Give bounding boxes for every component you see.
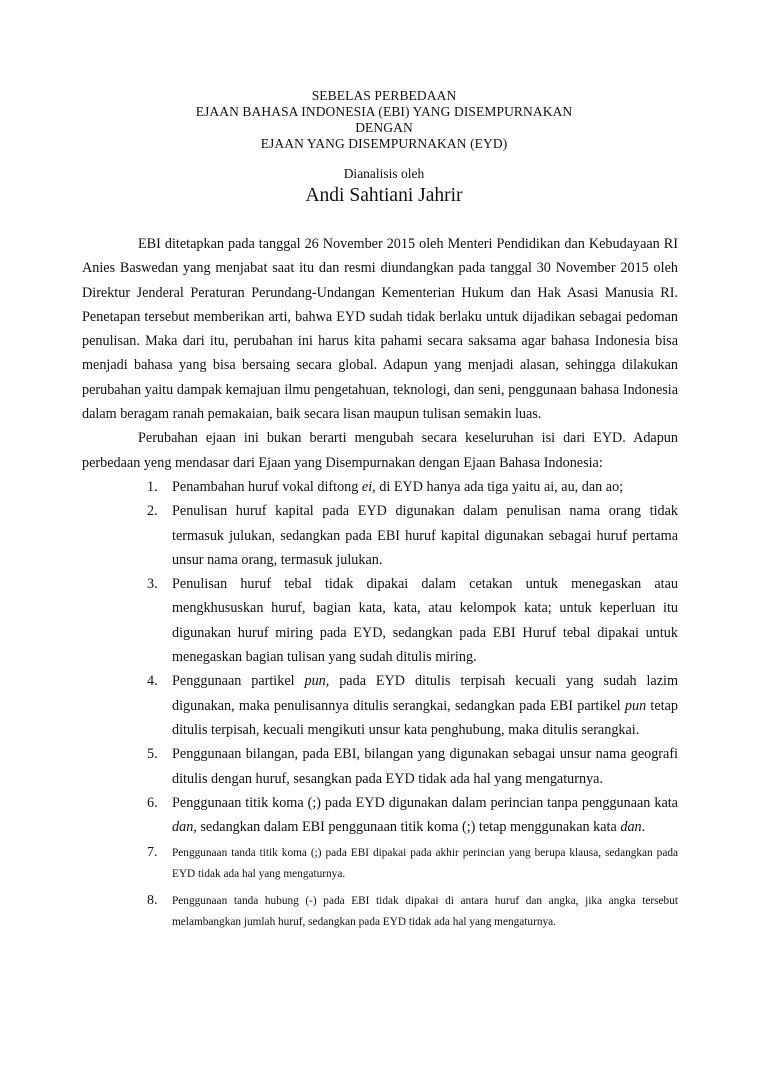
list-item [82,887,678,935]
analyzed-by-label: Dianalisis oleh [343,166,425,181]
list-text: , sedangkan dalam EBI penggunaan titik koma (;) tetap menggunakan kata [193,819,621,836]
list-emphasis: dan [172,819,194,836]
list-item [82,742,678,791]
list-item [82,791,678,840]
list-emphasis: ei, [361,478,376,495]
list-number: 7. [147,845,158,861]
list-emphasis: pun, [304,673,330,690]
list-item [82,499,678,572]
list-text: Penggunaan tanda hubung (-) pada EBI tidak dipakai di antara huruf dan angka, jika angka tersebut melambangkan jumlah huruf, sedangkan pada EYD tidak ada hal yang mengaturnya. [172,895,678,929]
list-text: . [641,819,646,836]
list-text: pada EYD ditulis terpisah kecuali yang sudah lazim digunakan, maka penulisannya ditulis serangkai, sedangkan pada EBI partikel [172,673,678,714]
title-block [0,88,768,207]
paragraph-differences: Perubahan ejaan ini bukan berarti mengubah secara keseluruhan isi dari EYD. Adapun perbedaan yeng mendasar dari Ejaan yang Disempurnakan dengan Ejaan Bahasa Indonesia: [82,430,678,471]
list-text: Penulisan huruf kapital pada EYD digunakan dalam penulisan nama orang tidak termasuk julukan, sedangkan pada EBI huruf kapital digunakan sebagai huruf pertama unsur nama orang, termasuk julukan. [172,503,678,568]
list-text: Penggunaan titik koma (;) pada EYD digunakan dalam perincian tanpa penggunaan kata [172,794,678,811]
body-text [82,232,678,935]
list-item [82,475,678,499]
list-item [82,669,678,742]
list-emphasis: dan [620,819,642,836]
title-line-3: DENGAN [355,120,413,135]
list-number: 2. [147,503,158,520]
list-text: Penambahan huruf vokal diftong [172,478,362,495]
list-text: tetap ditulis terpisah, kecuali mengikuti unsur kata penghubung, maka ditulis serangkai. [172,697,678,738]
list-item [82,839,678,887]
differences-list [82,475,678,935]
list-number: 6. [147,794,158,811]
list-text: Penggunaan partikel [172,673,305,690]
title-line-4: EJAAN YANG DISEMPURNAKAN (EYD) [260,136,508,151]
list-number: 3. [147,576,158,593]
title-line-1: SEBELAS PERBEDAAN [311,88,457,103]
list-number: 1. [147,478,158,495]
list-number: 5. [147,746,158,763]
list-item [82,572,678,669]
list-number: 8. [147,893,158,909]
list-text: Penggunaan bilangan, pada EBI, bilangan yang digunakan sebagai unsur nama geografi ditulis dengan huruf, sesangkan pada EYD tidak ada hal yang mengaturnya. [172,746,678,787]
paragraph-intro: EBI ditetapkan pada tanggal 26 November 2015 oleh Menteri Pendidikan dan Kebudayaan RI Anies Baswedan yang menjabat saat itu dan resmi diundangkan pada tanggal 30 November 2015 oleh Direktur Jenderal Peraturan Perundang-Undangan Kementerian Hukum dan Hak Asasi Manusia RI. Penetapan tersebut memberikan arti, bahwa EYD sudah tidak berlaku untuk dijadikan sebagai pedoman penulisan. Maka dari itu, perubahan ini harus kita pahami secara saksama agar bahasa Indonesia bisa menjadi bahasa yang bisa bersaing secara global. Adapun yang menjadi alasan, sehingga dilakukan perubahan yaitu dampak kemajuan ilmu pengetahuan, teknologi, dan seni, penggunaan bahasa Indonesia dalam beragam ranah pemakaian, baik secara lisan maupun tulisan semakin luas. [82,236,678,423]
list-text: Penggunaan tanda titik koma (;) pada EBI dipakai pada akhir perincian yang berupa klausa, sedangkan pada EYD tidak ada hal yang mengaturnya. [172,847,678,881]
list-text: Penulisan huruf tebal tidak dipakai dalam cetakan untuk menegaskan atau mengkhususkan huruf, bagian kata, kata, atau kelompok kata; untuk keperluan itu digunakan huruf miring pada EYD, sedangkan pada EBI Huruf tebal dipakai untuk menegaskan bagian tulisan yang sudah ditulis miring. [172,576,678,666]
title-line-2: EJAAN BAHASA INDONESIA (EBI) YANG DISEMPURNAKAN [195,104,573,119]
list-emphasis: pun [624,697,647,714]
list-number: 4. [147,673,158,690]
list-text: di EYD hanya ada tiga yaitu ai, au, dan ao; [375,478,624,495]
author-name: Andi Sahtiani Jahrir [305,185,463,206]
